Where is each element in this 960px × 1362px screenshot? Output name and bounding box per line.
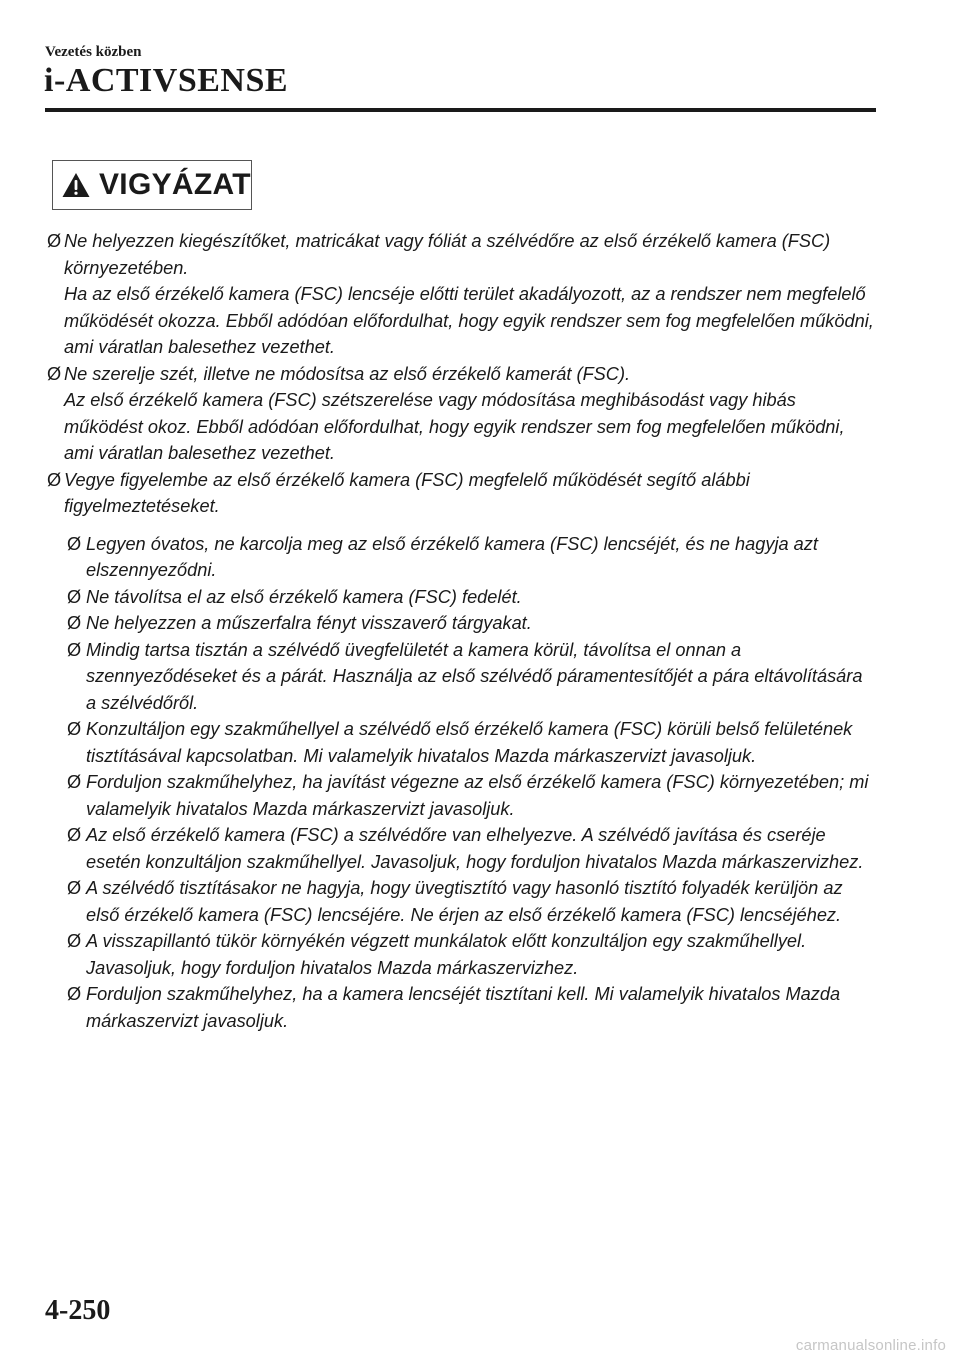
sub-item-text: A szélvédő tisztításakor ne hagyja, hogy üvegtisztító vagy hasonló tisztító folyadék kerüljön az első érzékelő kamera (FSC) lencséjére. Ne érjen az első érzékelő kamera (FSC) lencséjéhez. bbox=[86, 878, 843, 925]
sub-item-text: A visszapillantó tükör környékén végzett munkálatok előtt konzultáljon egy szakműhellyel. Javasoljuk, hogy forduljon hivatalos Mazda márkaszervizhez. bbox=[86, 931, 807, 978]
sub-item-text: Forduljon szakműhelyhez, ha a kamera lencséjét tisztítani kell. Mi valamelyik hivatalos Mazda márkaszervizt javasoljuk. bbox=[86, 984, 841, 1031]
sub-item-text: Mindig tartsa tisztán a szélvédő üvegfelületét a kamera körül, távolítsa el onnan a szennyeződéseket és a párát. Használja az első szélvédő páramentesítőjét a pára eltávolítására a szélvédőről. bbox=[86, 639, 863, 713]
bullet-arrow-icon: Ø bbox=[67, 533, 82, 554]
item-lead: Ne szerelje szét, illetve ne módosítsa az első érzékelő kamerát (FSC). bbox=[64, 363, 631, 384]
warning-label: VIGYÁZAT bbox=[99, 168, 251, 201]
section-label: Vezetés közben bbox=[45, 44, 142, 60]
sub-item-text: Ne távolítsa el az első érzékelő kamera (FSC) fedelét. bbox=[86, 586, 522, 607]
list-item bbox=[47, 361, 877, 467]
sub-list-item bbox=[67, 531, 877, 584]
item-lead: Ne helyezzen kiegészítőket, matricákat vagy fóliát a szélvédőre az első érzékelő kamera (FSC) környezetében. bbox=[64, 231, 831, 278]
item-body: Ha az első érzékelő kamera (FSC) lencséje előtti terület akadályozott, az a rendszer nem megfelelő működését okozza. Ebből adódóan előfordulhat, hogy egyik rendszer sem fog megfelelően működni, ami váratlan balesethez vezethet. bbox=[64, 284, 874, 357]
sub-list-item bbox=[67, 981, 877, 1034]
warning-box bbox=[52, 160, 252, 210]
sub-list-item bbox=[67, 584, 877, 611]
bullet-arrow-icon: Ø bbox=[67, 772, 82, 792]
item-body: Az első érzékelő kamera (FSC) szétszerelése vagy módosítása meghibásodást vagy hibás működést okoz. Ebből adódóan előfordulhat, hogy egyik rendszer sem fog megfelelően működni, ami váratlan balesethez vezethet. bbox=[64, 390, 845, 463]
bullet-arrow-icon: Ø bbox=[67, 984, 82, 1004]
sub-item-text: Legyen óvatos, ne karcolja meg az első érzékelő kamera (FSC) lencséjét, és ne hagyja azt elszennyeződni. bbox=[86, 533, 818, 580]
sub-list-item bbox=[67, 875, 877, 928]
bullet-arrow-icon: Ø bbox=[47, 231, 62, 251]
sub-list-item bbox=[67, 610, 877, 637]
sub-item-text: Konzultáljon egy szakműhellyel a szélvédő első érzékelő kamera (FSC) körüli belső felületének tisztításával kapcsolatban. Mi valamelyik hivatalos Mazda márkaszervizt javasoljuk. bbox=[86, 719, 853, 766]
warning-triangle-icon bbox=[61, 171, 91, 199]
bullet-arrow-icon: Ø bbox=[67, 613, 82, 633]
bullet-arrow-icon: Ø bbox=[47, 469, 62, 490]
sub-list-item bbox=[67, 716, 877, 769]
sub-list-item bbox=[67, 637, 877, 717]
bullet-arrow-icon: Ø bbox=[67, 586, 82, 607]
sub-item-text: Ne helyezzen a műszerfalra fényt visszaverő tárgyakat. bbox=[86, 613, 532, 633]
sub-item-text: Forduljon szakműhelyhez, ha javítást végezne az első érzékelő kamera (FSC) környezetében; mi valamelyik hivatalos Mazda márkaszervizt javasoljuk. bbox=[86, 772, 869, 819]
sub-list-item bbox=[67, 928, 877, 981]
header-divider bbox=[45, 108, 876, 112]
bullet-arrow-icon: Ø bbox=[47, 363, 62, 384]
page-title: i-ACTIVSENSE bbox=[44, 62, 289, 99]
list-item bbox=[47, 467, 877, 520]
sub-item-text: Az első érzékelő kamera (FSC) a szélvédőre van elhelyezve. A szélvédő javítása és cseréje esetén konzultáljon szakműhellyel. Javasoljuk, hogy forduljon hivatalos Mazda márkaszervizhez. bbox=[86, 825, 864, 872]
bullet-arrow-icon: Ø bbox=[67, 878, 82, 898]
bullet-arrow-icon: Ø bbox=[67, 825, 82, 845]
sub-list-item bbox=[67, 822, 877, 875]
item-lead: Vegye figyelembe az első érzékelő kamera (FSC) megfelelő működését segítő alábbi figyelmeztetéseket. bbox=[64, 469, 750, 516]
warning-content bbox=[47, 228, 877, 1034]
bullet-arrow-icon: Ø bbox=[67, 719, 82, 739]
watermark-text: carmanualsonline.info bbox=[795, 1337, 946, 1354]
page-number: 4-250 bbox=[45, 1295, 111, 1326]
bullet-arrow-icon: Ø bbox=[67, 639, 82, 660]
bullet-arrow-icon: Ø bbox=[67, 931, 82, 951]
sub-list-item bbox=[67, 769, 877, 822]
list-item bbox=[47, 228, 877, 361]
sub-list bbox=[47, 531, 877, 1035]
